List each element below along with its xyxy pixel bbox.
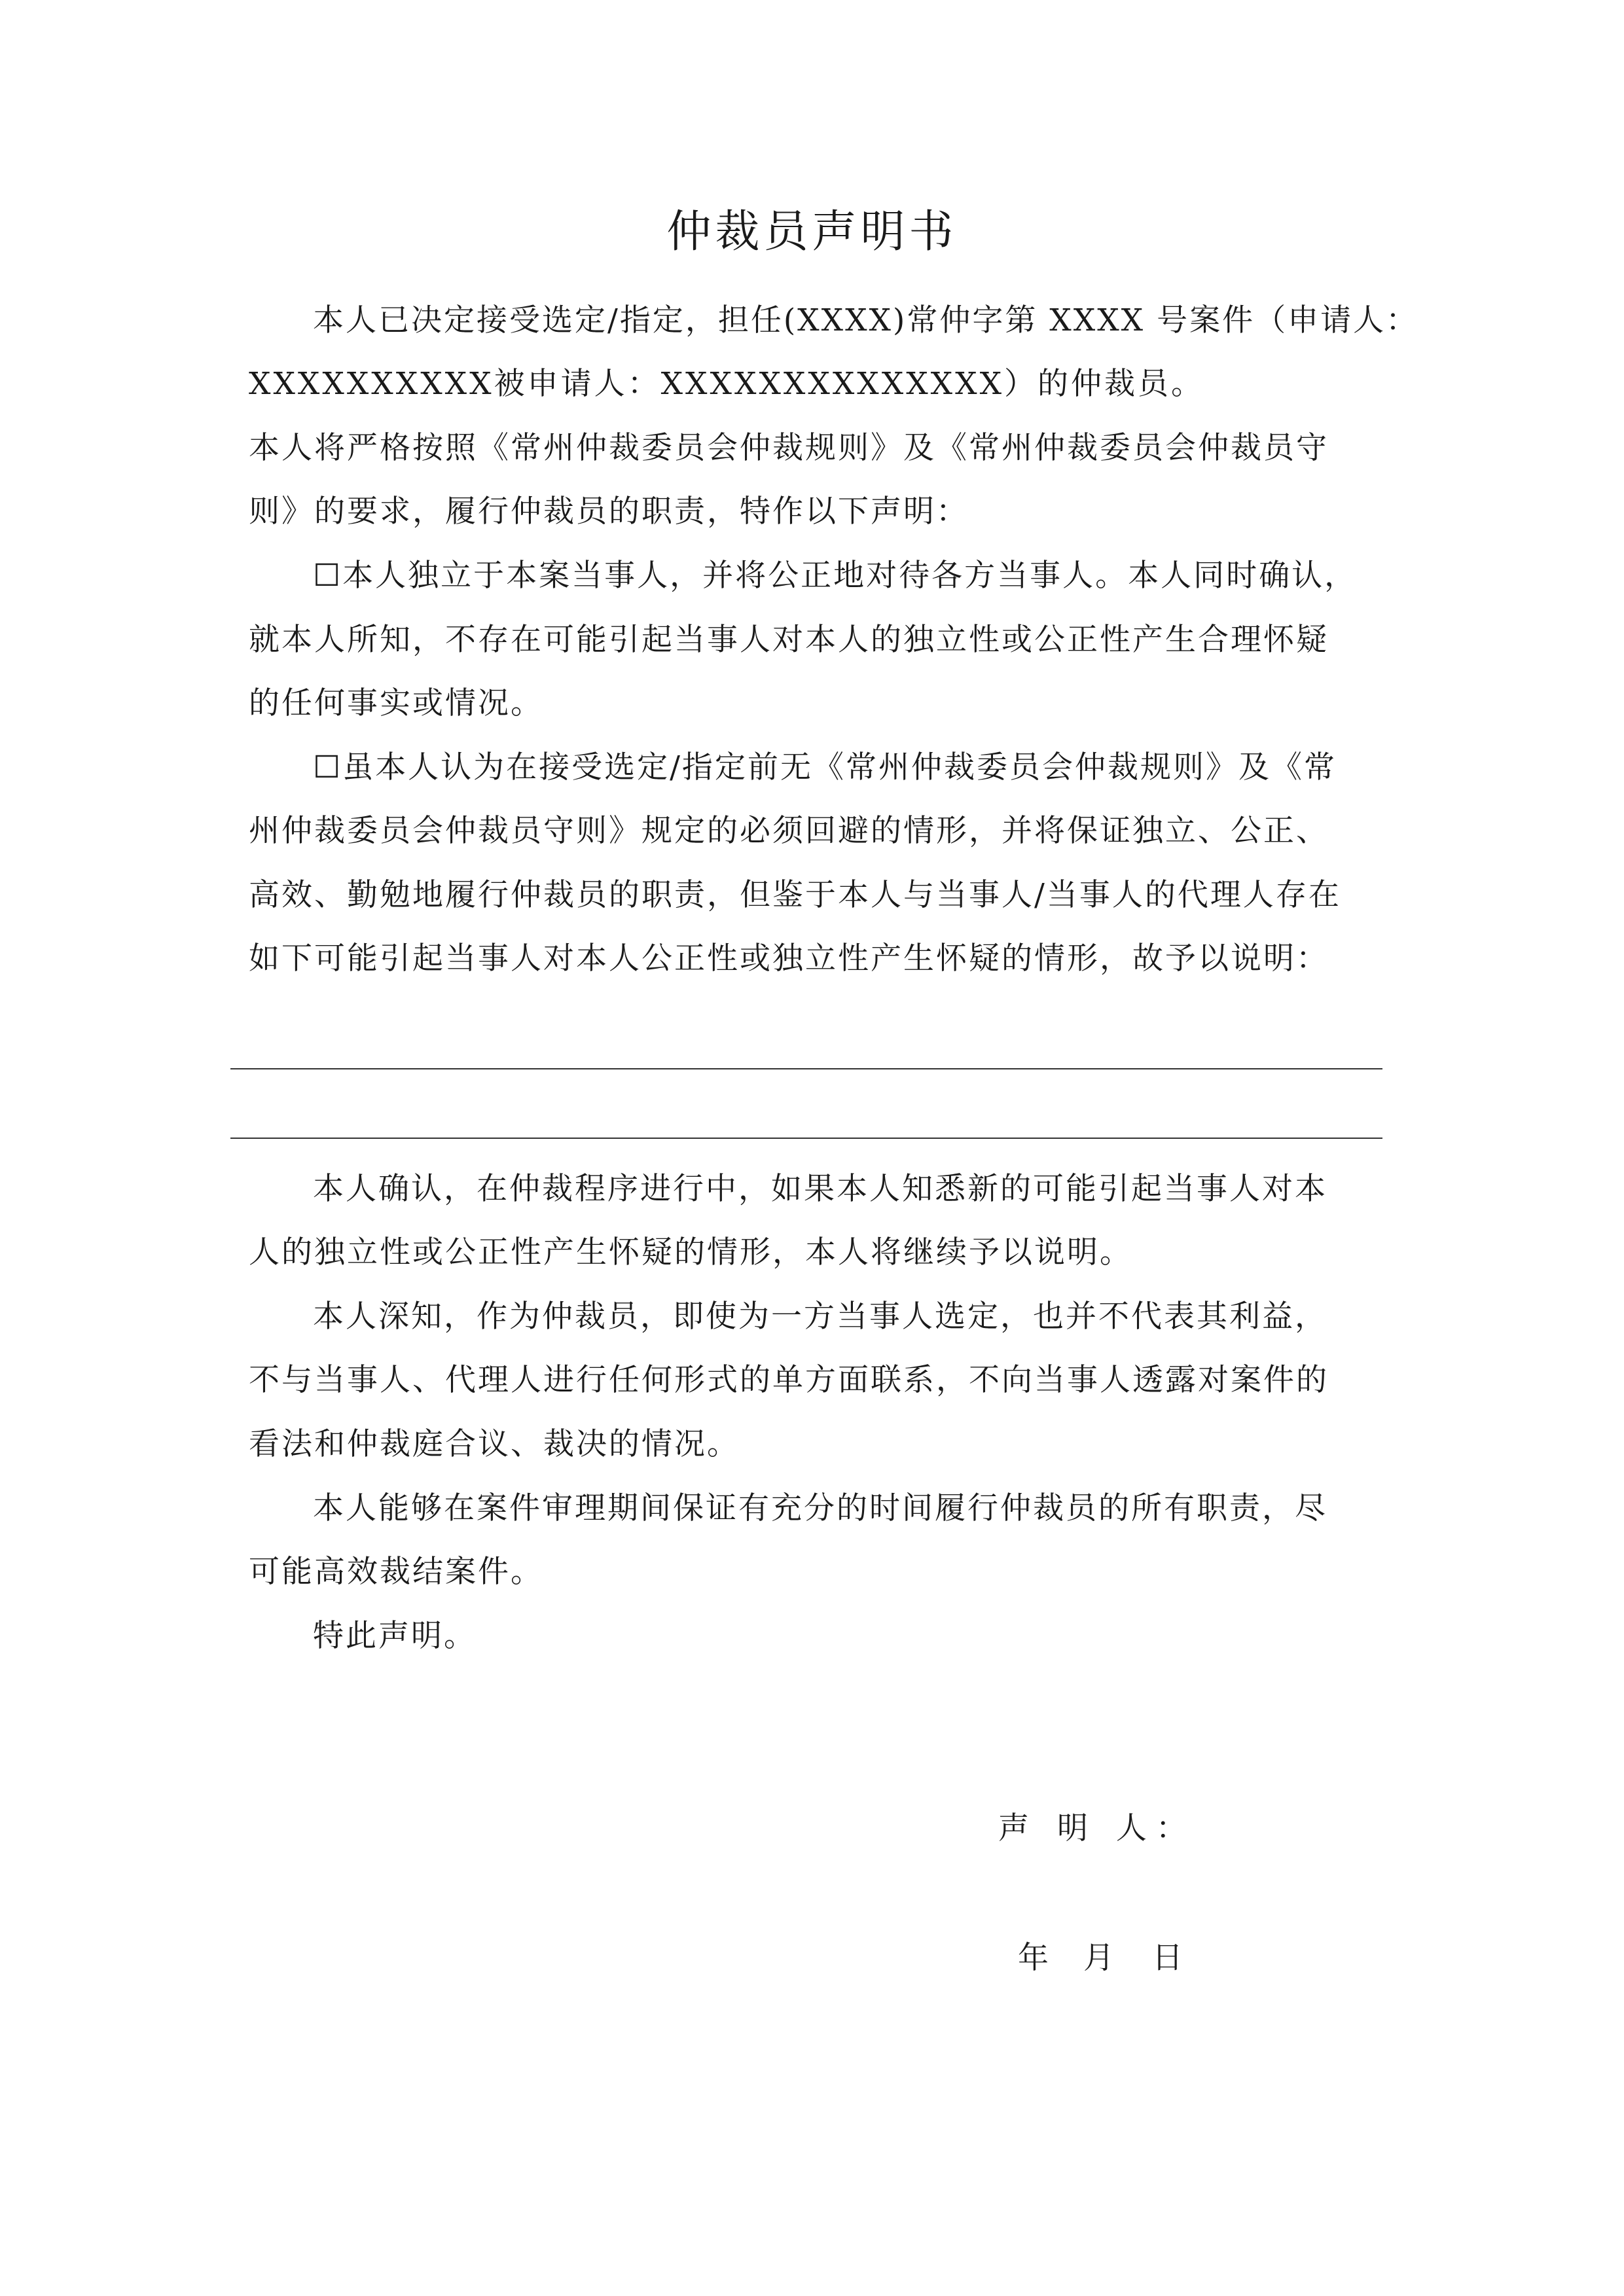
time-line-1: 本人能够在案件审理期间保证有充分的时间履行仲裁员的所有职责，尽 — [313, 1490, 1327, 1526]
confirm-line-1: 本人确认，在仲裁程序进行中，如果本人知悉新的可能引起当事人对本 — [313, 1171, 1327, 1207]
explanation-blank-line-2[interactable] — [230, 1138, 1382, 1139]
option1-line-2: 就本人所知，不存在可能引起当事人对本人的独立性或公正性产生合理怀疑 — [249, 622, 1329, 658]
option2-line-3: 高效、勤勉地履行仲裁员的职责，但鉴于本人与当事人/当事人的代理人存在 — [249, 877, 1341, 913]
intro-line-1: 本人已决定接受选定/指定，担任(XXXX)常仲字第 XXXX 号案件（申请人： — [313, 302, 1419, 338]
option1-line-3: 的任何事实或情况。 — [249, 685, 543, 721]
option2-line-2: 州仲裁委员会仲裁员守则》规定的必须回避的情形，并将保证独立、公正、 — [249, 813, 1329, 849]
intro-line-4: 则》的要求，履行仲裁员的职责，特作以下声明： — [249, 493, 969, 529]
option2-checkbox[interactable]: ☐ — [313, 749, 343, 785]
aware-line-1: 本人深知，作为仲裁员，即使为一方当事人选定，也并不代表其利益， — [313, 1299, 1327, 1335]
intro-line-2: XXXXXXXXXX被申请人：XXXXXXXXXXXXXX）的仲裁员。 — [249, 366, 1205, 402]
signature-label: 声 明 人： — [998, 1810, 1196, 1846]
time-line-2: 可能高效裁结案件。 — [249, 1554, 543, 1590]
aware-line-3: 看法和仲裁庭合议、裁决的情况。 — [249, 1426, 740, 1462]
date-day-label: 日 — [1152, 1940, 1183, 1976]
document-title: 仲裁员声明书 — [666, 206, 958, 258]
option2-line-1 — [313, 748, 1337, 787]
option1-line-1 — [313, 556, 1357, 596]
intro-line-3: 本人将严格按照《常州仲裁委员会仲裁规则》及《常州仲裁委员会仲裁员守 — [249, 430, 1329, 466]
confirm-line-2: 人的独立性或公正性产生怀疑的情形，本人将继续予以说明。 — [249, 1234, 1132, 1270]
option2-text-1: 虽本人认为在接受选定/指定前无《常州仲裁委员会仲裁规则》及《常 — [342, 749, 1337, 785]
date-year-label: 年 — [1018, 1940, 1049, 1976]
explanation-blank-line-1[interactable] — [230, 1068, 1382, 1069]
date-month-label: 月 — [1083, 1940, 1114, 1976]
closing-statement: 特此声明。 — [313, 1618, 477, 1654]
option1-text-1: 本人独立于本案当事人，并将公正地对待各方当事人。本人同时确认， — [342, 558, 1358, 594]
aware-line-2: 不与当事人、代理人进行任何形式的单方面联系，不向当事人透露对案件的 — [249, 1362, 1329, 1398]
option1-checkbox[interactable]: ☐ — [313, 558, 343, 594]
option2-line-4: 如下可能引起当事人对本人公正性或独立性产生怀疑的情形，故予以说明： — [249, 941, 1329, 977]
